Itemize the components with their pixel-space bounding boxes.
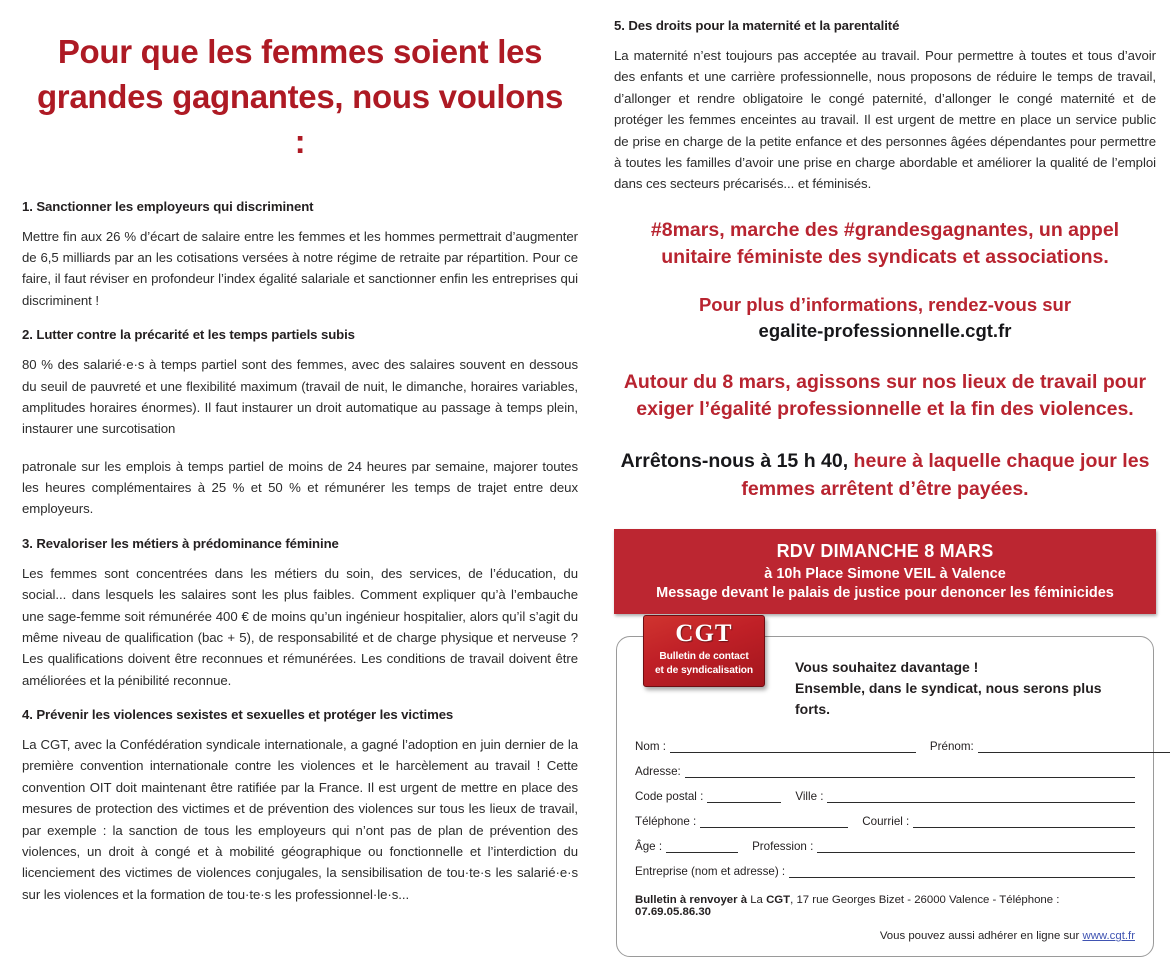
section-5 xyxy=(614,18,1156,195)
input-courriel[interactable] xyxy=(913,816,1135,828)
website-url[interactable]: egalite-professionnelle.cgt.fr xyxy=(758,320,1012,342)
section-4-heading: 4. Prévenir les violences sexistes et sexuelles et protéger les victimes xyxy=(22,707,454,722)
coupon-online-note-text: Vous pouvez aussi adhérer en ligne sur xyxy=(879,930,1083,943)
field-row-entreprise xyxy=(635,865,1135,878)
slogan-stop-time-red: heure à laquelle chaque jour les femmes arrêtent d’être payées. xyxy=(741,449,1150,500)
label-age: Âge : xyxy=(635,840,663,854)
section-3 xyxy=(22,536,578,691)
input-entreprise[interactable] xyxy=(789,866,1135,878)
input-ville[interactable] xyxy=(827,791,1135,803)
coupon-return-phone: 07.69.05.86.30 xyxy=(635,906,712,919)
cgt-logo-subtitle-line-1: Bulletin de contact xyxy=(659,650,749,662)
section-2-paragraph-2: patronale sur les emplois à temps partiel de moins de 24 heures par semaine, majorer toutes les heures complémentaires à 25 % et 50 % et rémunérer les temps de trajet entre deux employeurs. xyxy=(22,458,578,517)
slogan-stop-time xyxy=(616,448,1154,503)
label-telephone: Téléphone : xyxy=(635,815,697,829)
coupon-return-org: CGT xyxy=(766,894,791,907)
label-ville: Ville : xyxy=(795,790,824,804)
section-2-paragraph-1: 80 % des salarié·e·s à temps partiel sont des femmes, avec des salaires souvent en dessous du seuil de pauvreté et une flexibilité maximum (travail de nuit, le dimanche, horaires variables, amplitudes horaires énormes). Il faut instaurer un droit automatique au passage à temps plein, instaurer une surcotisation xyxy=(22,357,578,437)
coupon-return-la: La xyxy=(750,894,767,907)
rdv-banner xyxy=(614,529,1156,614)
left-column xyxy=(0,0,600,902)
membership-coupon xyxy=(616,620,1154,957)
field-row-nom-prenom xyxy=(635,740,1135,753)
input-nom[interactable] xyxy=(670,741,916,753)
slogan-more-info xyxy=(618,292,1152,345)
coupon-online-note xyxy=(635,930,1135,942)
section-2-heading: 2. Lutter contre la précarité et les temps partiels subis xyxy=(22,327,355,343)
field-row-code-postal-ville xyxy=(635,790,1135,803)
coupon-return-street: , 17 rue Georges Bizet - 26000 Valence - Téléphone : xyxy=(790,894,1060,907)
field-row-telephone-courriel xyxy=(635,815,1135,828)
input-age[interactable] xyxy=(666,841,738,853)
coupon-return-label: Bulletin à renvoyer à xyxy=(635,894,751,907)
cgt-logo-subtitle-line-2: et de syndicalisation xyxy=(654,665,754,677)
field-row-adresse xyxy=(635,765,1135,778)
coupon-fields xyxy=(635,740,1135,878)
coupon-heading xyxy=(795,653,1135,720)
section-3-heading: 3. Revaloriser les métiers à prédominance féminine xyxy=(22,535,339,551)
input-telephone[interactable] xyxy=(700,816,848,828)
label-entreprise: Entreprise (nom et adresse) : xyxy=(635,865,786,879)
coupon-heading-line-1: Vous souhaitez davantage ! xyxy=(795,659,979,676)
section-4-paragraph-1: La CGT, avec la Confédération syndicale internationale, a gagné l’adoption en juin dernier de la première convention internationale contre les violences et le harcèlement au travail ! Cette convention OIT doit maintenant être ratifiée par la France. Il est urgent de mettre en place des mesures de protection des victimes et de prévention des violences sur tous les lieux de travail, par exemple : la sanction de tous les employeurs qui n’ont pas de plan de prévention des violences, un droit à congé et à mobilité géographique ou fonctionnelle et l’interdiction du licenciement des victimes de violences conjugales, la sensibilisation de tou·te·s les salarié·e·s sur les violences et la formation de tou·te·s les professionnel·le·s... xyxy=(22,737,578,902)
input-adresse[interactable] xyxy=(685,766,1135,778)
field-row-age-profession xyxy=(635,840,1135,853)
cgt-logo-subtitle xyxy=(644,650,764,680)
label-profession: Profession : xyxy=(752,840,814,854)
label-code-postal: Code postal : xyxy=(635,790,704,804)
label-nom: Nom : xyxy=(635,740,666,754)
label-prenom: Prénom: xyxy=(929,740,974,754)
coupon-heading-line-2: Ensemble, dans le syndicat, nous serons plus forts. xyxy=(795,680,1102,718)
section-5-heading: 5. Des droits pour la maternité et la parentalité xyxy=(614,18,900,33)
cgt-logo-wordmark: CGT xyxy=(675,620,733,648)
input-profession[interactable] xyxy=(817,841,1135,853)
label-adresse: Adresse: xyxy=(635,765,681,779)
coupon-return-address xyxy=(635,894,1135,918)
rdv-banner-line-1: RDV DIMANCHE 8 MARS xyxy=(776,541,994,562)
section-1-heading: 1. Sanctionner les employeurs qui discriminent xyxy=(22,198,314,214)
cgt-logo xyxy=(643,615,765,687)
section-4 xyxy=(22,707,578,905)
slogan-hashtag-call: #8mars, marche des #grandesgagnantes, un appel unitaire féministe des syndicats et associations. xyxy=(650,218,1120,269)
slogan-action-call: Autour du 8 mars, agissons sur nos lieux de travail pour exiger l’égalité professionnelle et la fin des violences. xyxy=(623,370,1147,421)
section-3-paragraph-1: Les femmes sont concentrées dans les métiers du soin, des services, de l’éducation, du social... dans lesquels les salaires sont les plus faibles. Comment expliquer qu’à l’embauche une sage-femme soit rémunérée 400 € de moins qu’un ingénieur hospitalier, alors qu’il s’agit du même niveau de qualification (bac + 5), de responsabilité et de charge physique et nerveuse ? Les qualifications doivent être reconnues et rémunérées. Les conditions de travail doivent être améliorées et la pénibilité reconnue. xyxy=(22,565,578,688)
cgt-website-link[interactable]: www.cgt.fr xyxy=(1082,930,1135,943)
section-2 xyxy=(22,327,578,520)
slogan-stop-time-dark: Arrêtons-nous à 15 h 40, xyxy=(620,449,849,472)
input-prenom[interactable] xyxy=(978,741,1170,753)
label-courriel: Courriel : xyxy=(862,815,910,829)
section-1 xyxy=(22,199,578,312)
page-title: Pour que les femmes soient les grandes gagnantes, nous voulons : xyxy=(36,33,564,160)
input-code-postal[interactable] xyxy=(707,791,781,803)
section-1-paragraph-1: Mettre fin aux 26 % d’écart de salaire entre les femmes et les hommes permettrait d’augmenter de 6,5 milliards par an les cotisations versées à notre régime de retraite par répartition. Pour ce faire, il faut réviser en profondeur l’index égalité salariale et sanctionner enfin les entreprises qui discriminent ! xyxy=(22,228,578,308)
slogan-more-info-text: Pour plus d’informations, rendez-vous sur xyxy=(698,294,1072,315)
right-column xyxy=(600,0,1170,943)
section-5-paragraph: La maternité n’est toujours pas acceptée au travail. Pour permettre à toutes et tous d’avoir des enfants et une carrière professionnelle, nous proposons de réduire le temps de travail, d’allonger et rendre obligatoire le congé paternité, d’allonger le congé maternité et de protéger les femmes enceintes au travail. Il est urgent de mettre en place un service public de prise en charge de la petite enfance et des personnes âgées dépendantes pour permettre à toutes les familles d’avoir une prise en charge abordable et améliorer la qualité de l’emploi dans ces secteurs précarisés... et féminisés. xyxy=(614,48,1156,192)
rdv-banner-line-2: à 10h Place Simone VEIL à Valence xyxy=(764,566,1006,583)
rdv-banner-line-3: Message devant le palais de justice pour denoncer les féminicides xyxy=(656,585,1114,602)
